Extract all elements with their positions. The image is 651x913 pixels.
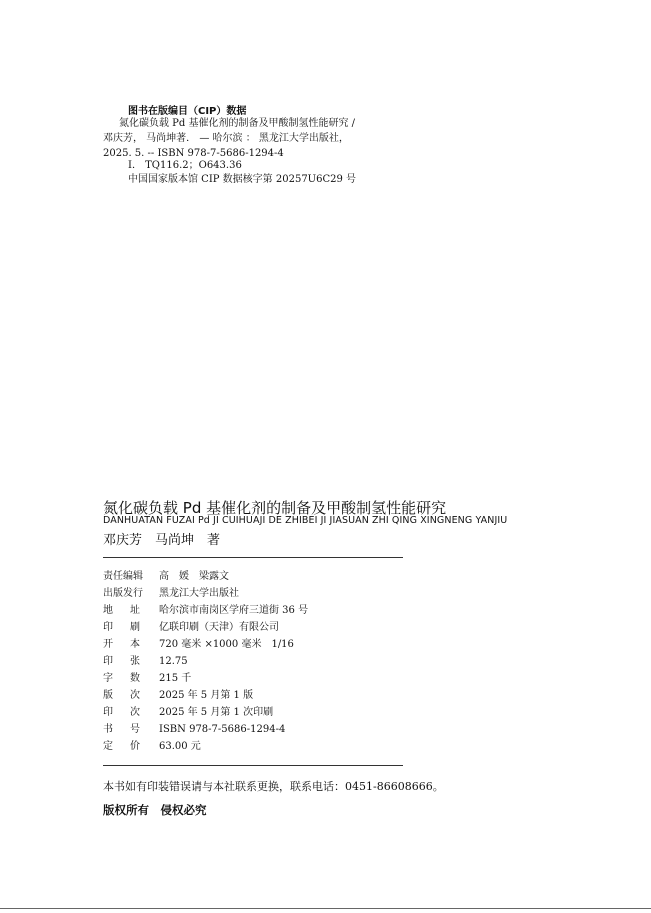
book-title: 氮化碳负载 Pd 基催化剂的制备及甲酸制氢性能研究	[103, 499, 447, 517]
book-authors: 邓庆芳 马尚坤 著	[103, 533, 221, 548]
cip-heading: 图书在版编目（CIP）数据	[128, 106, 247, 117]
copyright-notice: 版权所有 侵权必究	[103, 803, 207, 817]
info-value: 2025 年 5 月第 1 版	[159, 690, 254, 701]
cip-line-record: 中国国家版本馆 CIP 数据核字第 20257U6C29 号	[128, 174, 357, 185]
info-value: 哈尔滨市南岗区学府三道街 36 号	[159, 605, 309, 616]
divider-top	[103, 557, 403, 558]
info-value: 12.75	[159, 656, 188, 667]
info-key: 地址	[103, 605, 157, 616]
info-value: 215 千	[159, 673, 192, 684]
page-bottom-line	[0, 908, 651, 909]
info-row-editor	[103, 570, 229, 584]
info-key: 出版发行	[103, 588, 143, 599]
info-row-printer	[103, 621, 279, 635]
info-row-publisher	[103, 587, 239, 601]
divider-bottom	[103, 765, 403, 766]
info-value: 63.00 元	[159, 741, 201, 752]
info-key: 书号	[103, 724, 157, 735]
info-row-impression	[103, 706, 273, 720]
cip-line-classification: Ⅰ． TQ116.2；O643.36	[128, 160, 242, 171]
info-row-price	[103, 740, 201, 754]
misprint-notice: 本书如有印装错误请与本社联系更换，联系电话：0451-86608666。	[103, 780, 444, 793]
info-value: ISBN 978-7-5686-1294-4	[159, 724, 286, 735]
info-key: 版次	[103, 690, 157, 701]
info-value: 高 媛 梁露文	[159, 571, 229, 582]
info-key: 定价	[103, 741, 157, 752]
info-key: 责任编辑	[103, 571, 143, 582]
info-row-sheets	[103, 655, 188, 669]
info-key: 印次	[103, 707, 157, 718]
info-value: 黑龙江大学出版社	[159, 588, 239, 599]
info-value: 亿联印刷（天津）有限公司	[159, 622, 279, 633]
cip-line-title: 氮化碳负载 Pd 基催化剂的制备及甲酸制氢性能研究 /	[119, 118, 356, 129]
info-row-edition	[103, 689, 253, 703]
info-row-format	[103, 638, 294, 652]
cip-line-authors: 邓庆芳， 马尚坤著． — 哈尔滨 ： 黑龙江大学出版社，	[103, 133, 349, 144]
info-value: 2025 年 5 月第 1 次印刷	[159, 707, 274, 718]
info-value: 720 毫米 ×1000 毫米 1/16	[159, 639, 294, 650]
info-key: 印刷	[103, 622, 157, 633]
info-row-address	[103, 604, 308, 618]
info-key: 字数	[103, 673, 157, 684]
info-row-wordcount	[103, 672, 191, 686]
cip-line-isbn: 2025. 5. -- ISBN 978-7-5686-1294-4	[103, 148, 284, 159]
book-title-pinyin: DANHUATAN FUZAI Pd JI CUIHUAJI DE ZHIBEI JI JIASUAN ZHI QING XINGNENG YANJIU	[103, 515, 508, 526]
info-key: 开本	[103, 639, 157, 650]
info-key: 印张	[103, 656, 157, 667]
info-row-isbn	[103, 723, 285, 737]
